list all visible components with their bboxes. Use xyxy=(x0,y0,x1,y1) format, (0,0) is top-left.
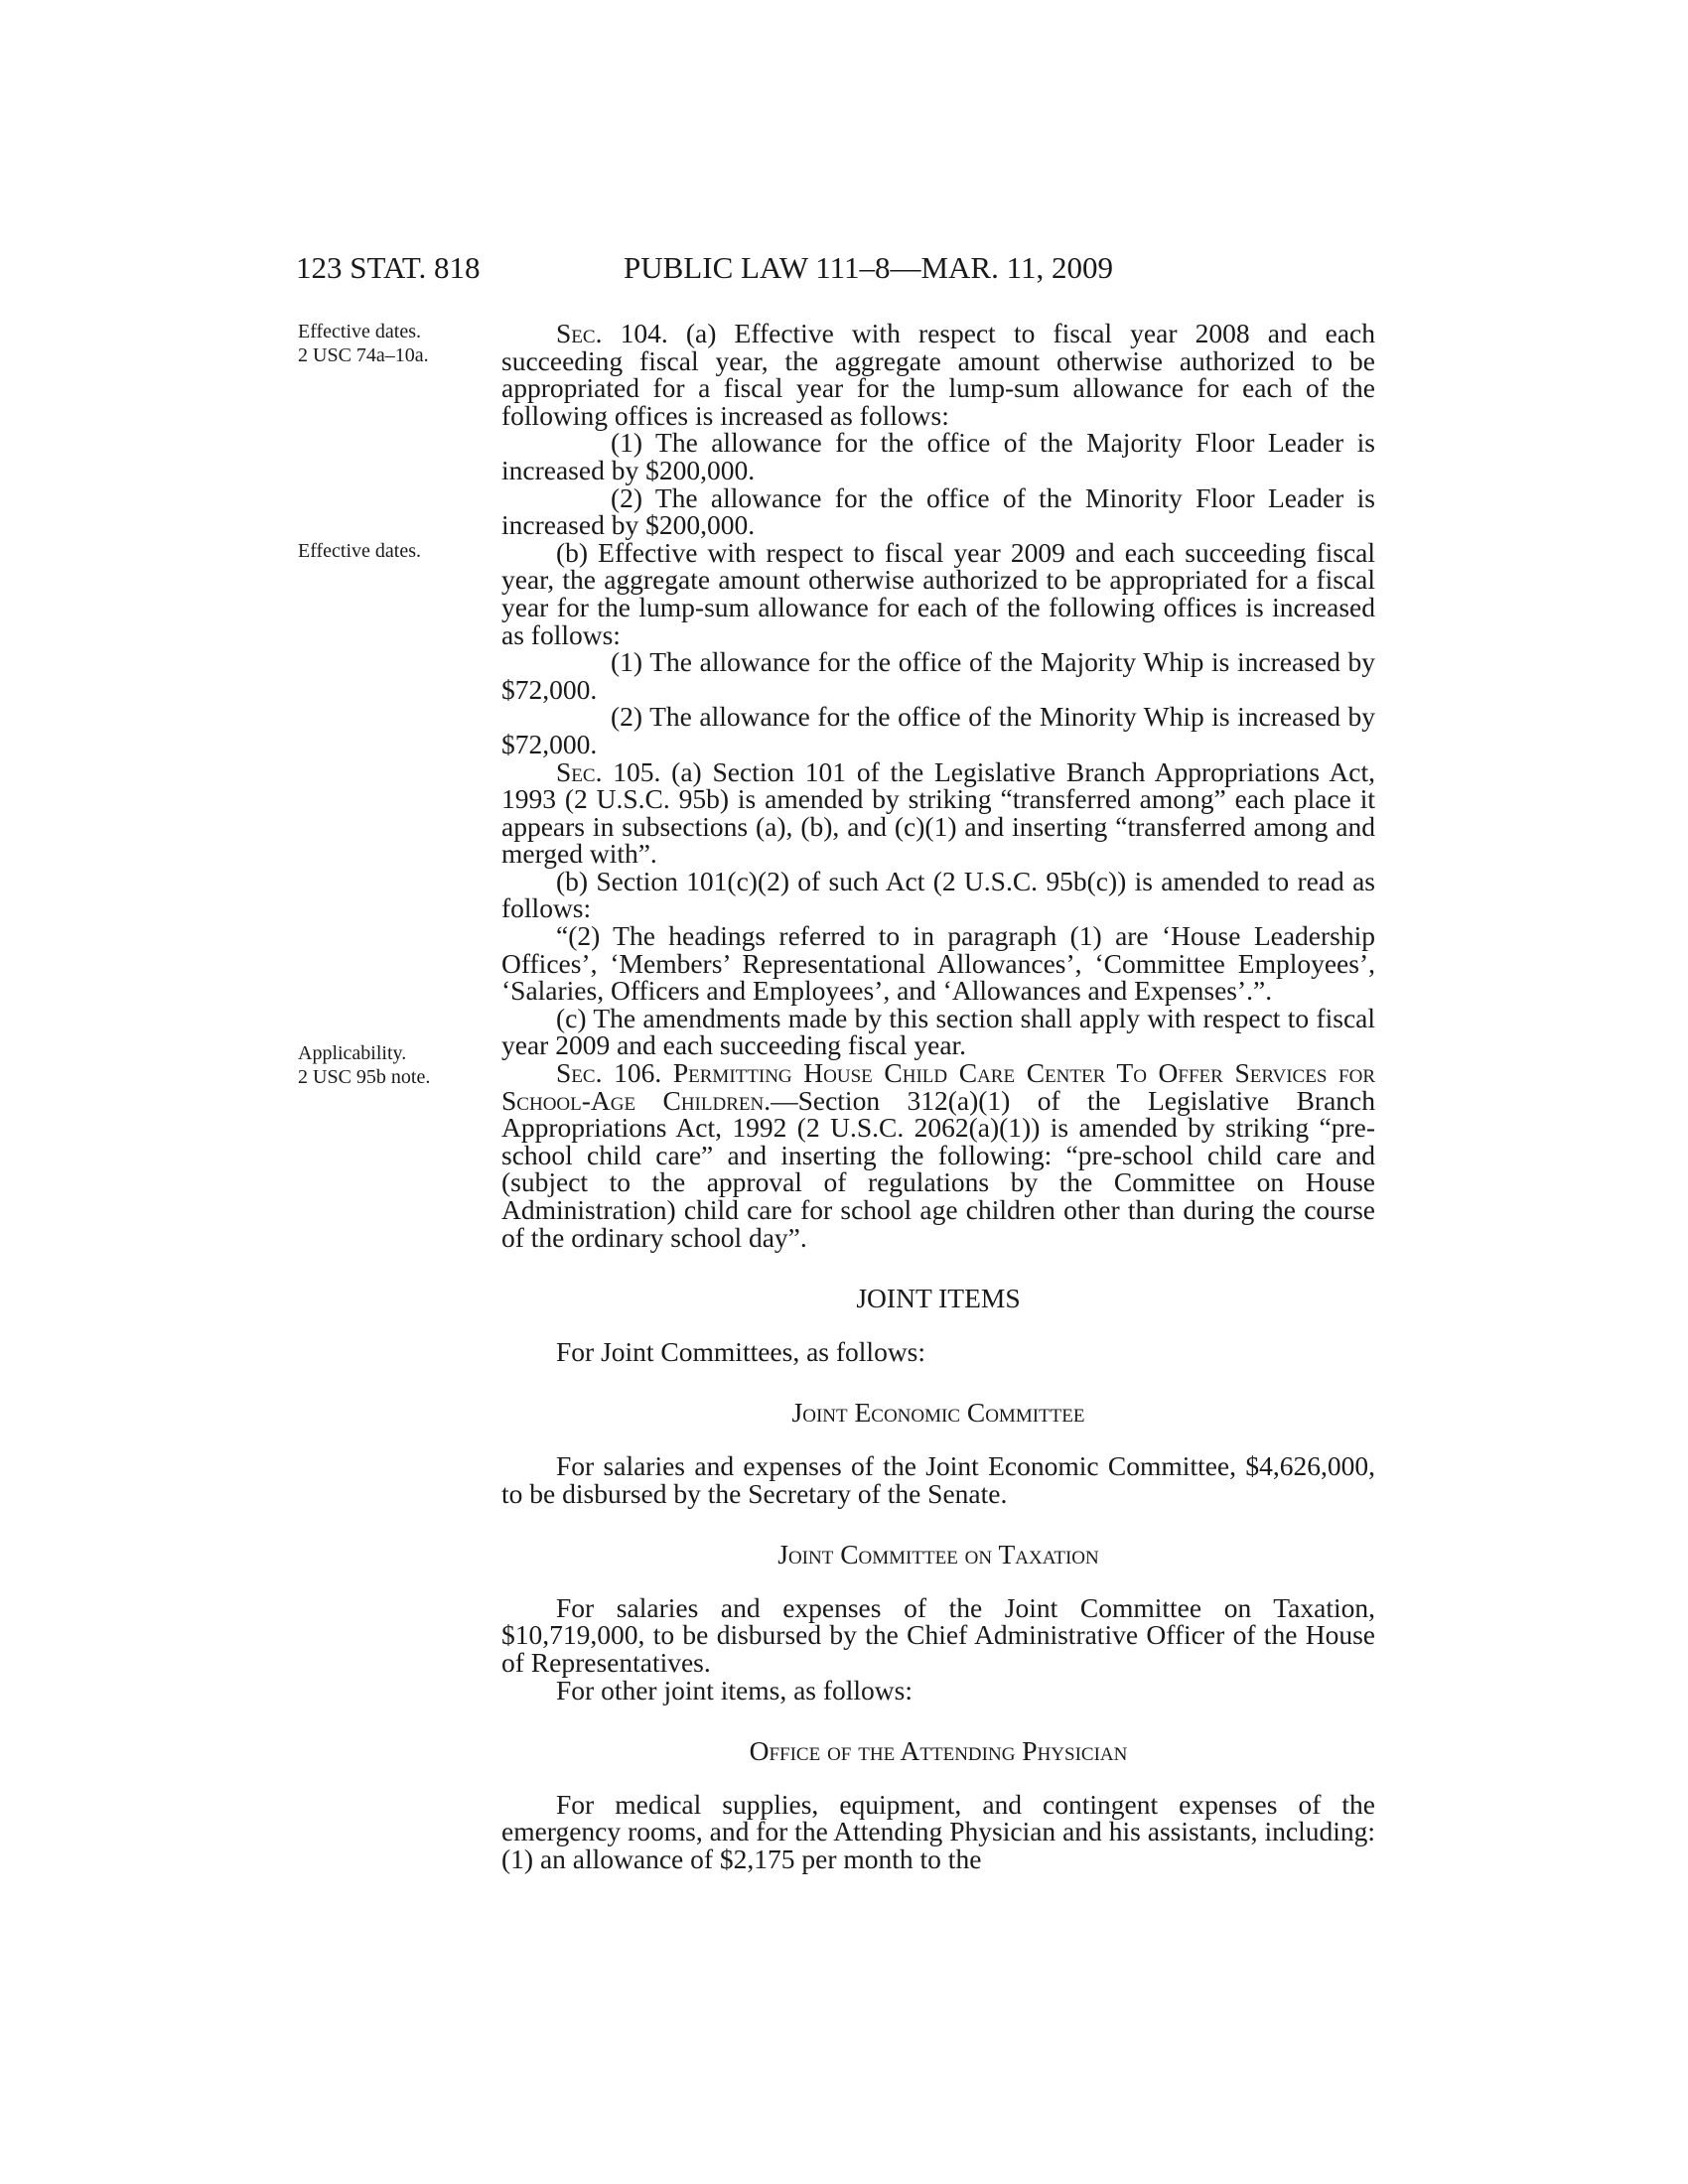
office-attending-physician-heading: Office of the Attending Physician xyxy=(749,1735,1128,1767)
sec-105-b: (b) Section 101(c)(2) of such Act (2 U.S.C. 95b(c)) is amended to read as follows: xyxy=(501,865,1375,924)
margin-note-applicability xyxy=(298,1041,467,1089)
margin-note-line: Effective dates. xyxy=(298,321,422,342)
margin-note-line: Effective dates. xyxy=(298,540,422,562)
joint-committees-intro: For Joint Committees, as follows: xyxy=(556,1335,926,1367)
section-label: Sec. 104. xyxy=(556,318,668,348)
margin-note-citation: 2 USC 95b note. xyxy=(298,1066,431,1088)
sec-104-a-2: (2) The allowance for the office of the Minority Floor Leader is increased by $200,000. xyxy=(501,481,1375,541)
margin-note-effective-dates-2 xyxy=(298,539,467,563)
sec-104-b-2: (2) The allowance for the office of the Minority Whip is increased by $72,000. xyxy=(501,701,1375,759)
joint-items-heading: JOINT ITEMS xyxy=(856,1283,1021,1314)
margin-note-line: Applicability. xyxy=(298,1042,407,1064)
section-title: Permitting House Child Care Center To Offer Services for School-Age Children. xyxy=(501,1057,1376,1116)
sec-106 xyxy=(501,1059,1375,1251)
joint-committee-on-taxation-heading: Joint Committee on Taxation xyxy=(777,1539,1099,1570)
sec-104-b: (b) Effective with respect to fiscal year 2009 and each succeeding fiscal year, the aggregate amount otherwise authorized to be appropriated for a fiscal year for the lump-sum allowance for each of the following offices is increased as follows: xyxy=(501,536,1375,650)
sec-104-b-1: (1) The allowance for the office of the Majority Whip is increased by $72,000. xyxy=(501,646,1375,705)
section-label: Sec. 106. xyxy=(556,1057,662,1089)
statute-body xyxy=(501,320,1375,1873)
joint-economic-committee-text: For salaries and expenses of the Joint Economic Committee, $4,626,000, to be disbursed by the Secretary of the Senate. xyxy=(501,1449,1375,1509)
section-text: (a) Section 101 of the Legislative Branch Appropriations Act, 1993 (2 U.S.C. 95b) is amended by striking “transferred among” each place it appears in subsections (a), (b), and (c)(1) and inserting “transferred among and merged with”. xyxy=(501,755,1375,870)
sec-104-a-1: (1) The allowance for the office of the Majority Floor Leader is increased by $200,000. xyxy=(501,427,1375,485)
margin-note-effective-dates-1 xyxy=(298,320,467,367)
joint-committee-on-taxation-text: For salaries and expenses of the Joint Committee on Taxation, $10,719,000, to be disbursed by the Chief Administrative Officer of the House of Representatives. xyxy=(501,1591,1375,1678)
joint-economic-committee-heading: Joint Economic Committee xyxy=(791,1397,1085,1429)
sec-104-a xyxy=(501,320,1375,429)
running-head: PUBLIC LAW 111–8—MAR. 11, 2009 xyxy=(624,250,1113,285)
sec-105-c: (c) The amendments made by this section shall apply with respect to fiscal year 2009 and each succeeding fiscal year. xyxy=(501,1002,1375,1061)
office-attending-physician-text: For medical supplies, equipment, and contingent expenses of the emergency rooms, and for the Attending Physician and his assistants, including: (1) an allowance of $2,175 per month to the xyxy=(501,1788,1375,1874)
statute-page-reference: 123 STAT. 818 xyxy=(296,250,481,285)
page-header xyxy=(296,250,1388,290)
sec-105-a xyxy=(501,755,1375,870)
margin-note-citation: 2 USC 74a–10a. xyxy=(298,344,429,366)
section-label: Sec. 105. xyxy=(556,755,661,787)
section-text: —Section 312(a)(1) of the Legislative Branch Appropriations Act, 1992 (2 U.S.C. 2062(a)(1)) is amended by striking “pre-school child care” and inserting the following: “pre-school child care and (subject to the approval of regulations by the Committee on House Administration) child care for school age children other than during the course of the ordinary school day”. xyxy=(501,1084,1375,1253)
sec-105-quote: “(2) The headings referred to in paragraph (1) are ‘House Leadership Offices’, ‘Members’ Representational Allowances’, ‘Committee Employees’, ‘Salaries, Officers and Employees’, and ‘Allowances and Expenses’.”. xyxy=(501,920,1375,1007)
other-joint-items-intro: For other joint items, as follows: xyxy=(556,1674,914,1706)
section-text: (a) Effective with respect to fiscal year 2008 and each succeeding fiscal year, the aggregate amount otherwise authorized to be appropriated for a fiscal year for the lump-sum allowance for each of the following offices is increased as follows: xyxy=(501,318,1375,431)
